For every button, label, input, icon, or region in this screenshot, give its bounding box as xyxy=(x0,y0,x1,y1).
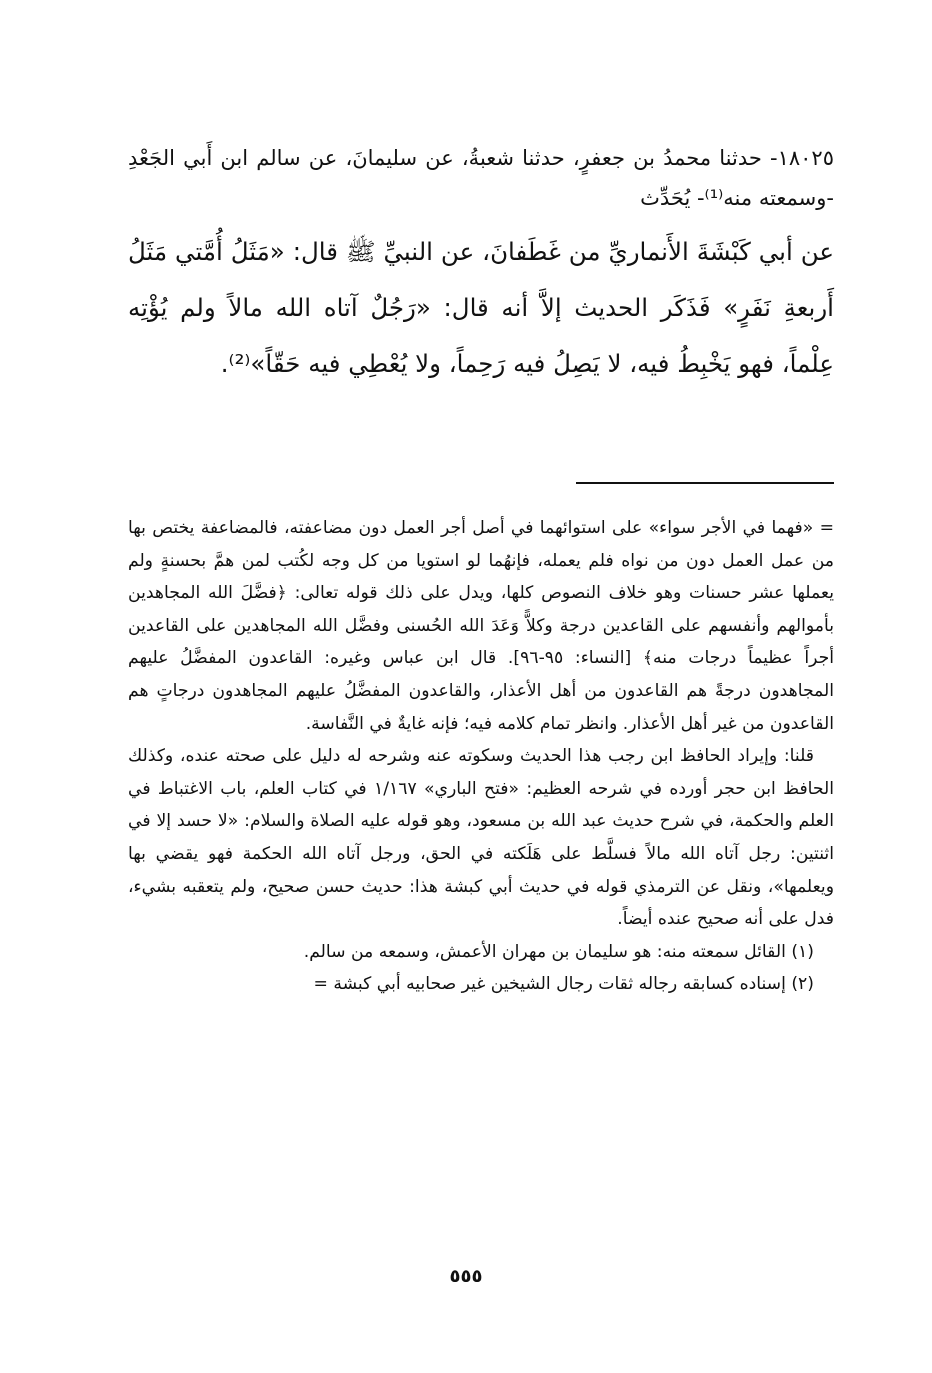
footnote-2: (٢) إسناده كسابقه رجاله ثقات رجال الشيخين غير صحابيه أبي كبشة = xyxy=(313,974,814,995)
hadith-matn: عن أبي كَبْشَةَ الأَنماريِّ من غَطَفانَ، عن النبيِّ ﷺ قال: «مَثَلُ أُمَّتي مَثَلُ أَربعةِ نَفَرٍ» فَذَكَر الحديث إلاَّ أنه قال: «رَجُلٌ آتاه الله مالاً ولم يُؤْتِه عِلْماً، فهو يَخْبِطُ فيه، لا يَصِلُ فيه رَحِماً، ولا يُعْطِي فيه حَقّاً»⁽²⁾. xyxy=(128,237,834,378)
footnote-commentary: قلنا: وإيراد الحافظ ابن رجب هذا الحديث وسكوته عنه وشرحه له دليل على صحته عنده، وكذلك الحافظ ابن حجر أورده في شرحه العظيم: «فتح الباري» ١/١٦٧ في كتاب العلم، باب الاغتباط في العلم والحكمة، في شرح حديث عبد الله بن مسعود، وهو قوله عليه الصلاة والسلام: «لا حسد إلا في اثنتين: رجل آتاه الله مالاً فسلَّط على هَلَكته في الحق، ورجل آتاه الله الحكمة فهو يقضي بها ويعلمها»، ونقل عن الترمذي قوله في حديث أبي كبشة هذا: حديث حسن صحيح، ولم يتعقبه بشيء، فدل على أنه صحيح عنده أيضاً. xyxy=(128,746,834,930)
page-number: ٥٥٥ xyxy=(449,1266,483,1287)
footnote-continued: = «فهما في الأجر سواء» على استوائهما في أصل أجر العمل دون مضاعفته، فالمضاعفة يختص بها من عمل العمل دون من نواه فلم يعمله، فإنهُما لو استويا من كل وجه لكُتب لمن همَّ بحسنةٍ ولم يعملها عشر حسنات وهو خلاف النصوص كلها، ويدل على ذلك قوله تعالى: ﴿فضَّلَ الله المجاهدين بأموالهم وأنفسهم على القاعدين درجة وكلاًّ وَعَدَ الله الحُسنى وفضَّل الله المجاهدين على القاعدين أجراً عظيماً درجات منه﴾ [النساء: ٩٥-٩٦]. قال ابن عباس وغيره: القاعدون المفضَّلُ عليهم المجاهدون درجةً هم القاعدون من أهل الأعذار، والقاعدون المفضَّلُ عليهم المجاهدون درجاتٍ هم القاعدون من غير أهل الأعذار. وانظر تمام كلامه فيه؛ فإنه غايةٌ في النَّفاسة. xyxy=(128,518,834,734)
footnotes xyxy=(128,512,834,1001)
hadith-isnad: ١٨٠٢٥- حدثنا محمدُ بن جعفرٍ، حدثنا شعبةُ، عن سليمانَ، عن سالم ابن أَبي الجَعْدِ -وسمعته منه⁽¹⁾- يُحَدِّث xyxy=(128,146,834,210)
page-body xyxy=(128,138,834,995)
footnote-1: (١) القائل سمعته منه: هو سليمان بن مهران الأعمش، وسمعه من سالم. xyxy=(303,941,814,962)
footnote-separator xyxy=(576,482,834,484)
